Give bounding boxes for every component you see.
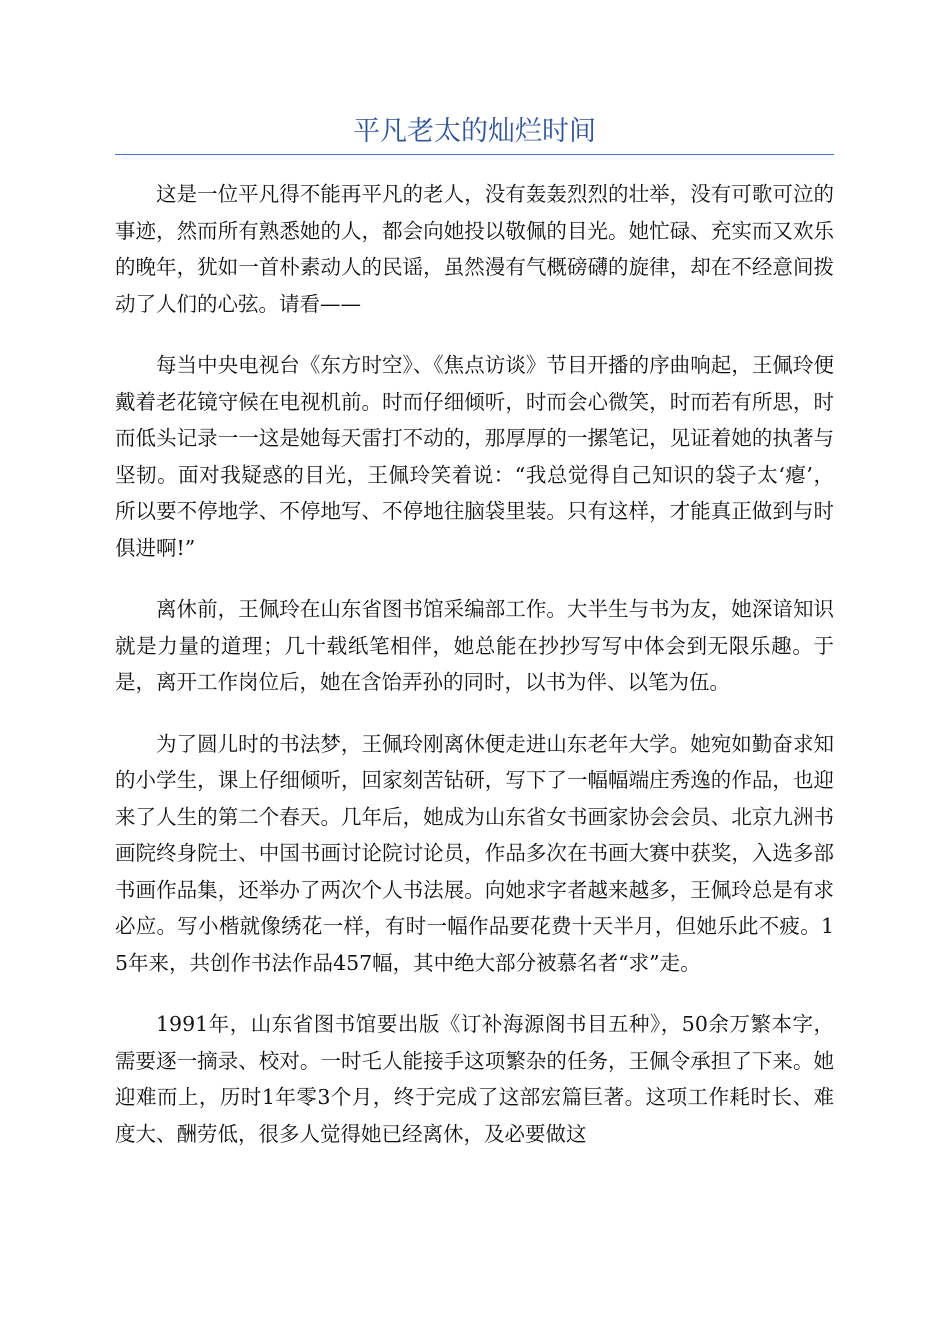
paragraph: 这是一位平凡得不能再平凡的老人，没有轰轰烈烈的壮举，没有可歌可泣的事迹，然而所有熟悉她的人，都会向她投以敬佩的目光。她忙碌、充实而又欢乐的晚年，犹如一首朴素动人的民谣，虽然漫有气概磅礴的旋律，却在不经意间拨动了人们的心弦。请看—— [115, 182, 834, 316]
document-title: 平凡老太的灿烂时间 [353, 116, 596, 147]
paragraph: 1991年，山东省图书馆要出版《订补海源阁书目五种》，50余万繁本字，需要逐一摘录、校对。一时乇人能接手这项繁杂的任务，王佩令承担了下来。她迎难而上，历时1年零3个月，终于完成了这部宏篇巨著。这项工作耗时长、难度大、酬劳低，很多人觉得她已经离休，及必要做这 [115, 1012, 834, 1146]
paragraph: 每当中央电视台《东方时空》、《焦点访谈》节目开播的序曲响起，王佩玲便戴着老花镜守候在电视机前。时而仔细倾听，时而会心微笑，时而若有所思，时而低头记录一一这是她每天雷打不动的，那厚厚的一摞笔记，见证着她的执著与坚韧。面对我疑惑的目光，王佩玲笑着说：“我总觉得自己知识的袋子太‘瘪’，所以要不停地学、不停地写、不停地往脑袋里装。只有这样，才能真正做到与时俱进啊!” [115, 353, 834, 560]
document-body [115, 176, 834, 1177]
title-underline [115, 154, 834, 155]
paragraph: 离休前，王佩玲在山东省图书馆采编部工作。大半生与书为友，她深谙知识就是力量的道理；几十载纸笔相伴，她总能在抄抄写写中体会到无限乐趣。于是，离开工作岗位后，她在含饴弄孙的同时，以书为伴、以笔为伍。 [115, 597, 834, 694]
paragraph: 为了圆儿时的书法梦，王佩玲刚离休便走进山东老年大学。她宛如勤奋求知的小学生，课上仔细倾听，回家刻苦钻研，写下了一幅幅端庄秀逸的作品，也迎来了人生的第二个春天。几年后，她成为山东省女书画家协会会员、北京九洲书画院终身院士、中国书画讨论院讨论员，作品多次在书画大赛中获奖，入选多部书画作品集，还举办了两次个人书法展。向她求字者越来越多，王佩玲总是有求必应。写小楷就像绣花一样，有时一幅作品要花费十天半月，但她乐此不疲。15年来，共创作书法作品457幅，其中绝大部分被慕名者“求”走。 [115, 731, 834, 975]
